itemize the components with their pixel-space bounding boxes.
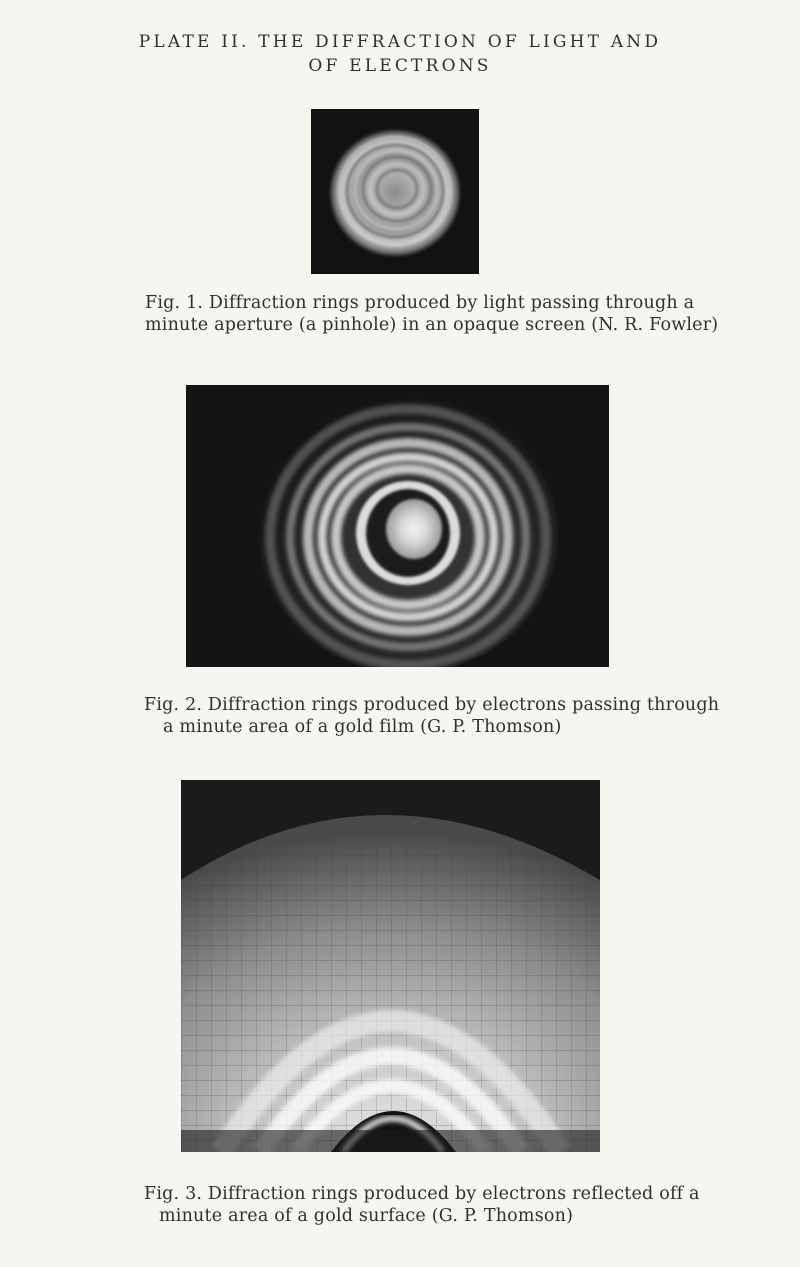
figure-3-caption-line-2: minute area of a gold surface (G. P. Thomson) (159, 1206, 574, 1226)
figure-2-caption-line-2: a minute area of a gold film (G. P. Thomson) (163, 717, 562, 737)
figure-2-photograph (186, 385, 609, 667)
figure-1-caption-line-1: Fig. 1. Diffraction rings produced by light passing through a (145, 293, 695, 313)
plate-title-line-1: PLATE II. THE DIFFRACTION OF LIGHT AND (138, 32, 662, 52)
plate-title (0, 30, 800, 78)
figure-2-caption-line-1: Fig. 2. Diffraction rings produced by electrons passing through (144, 695, 720, 715)
figure-1-photograph (311, 109, 479, 274)
figure-3-caption-line-1: Fig. 3. Diffraction rings produced by electrons reflected off a (144, 1184, 700, 1204)
figure-3-photograph (181, 780, 600, 1152)
figure-1-caption (145, 292, 718, 336)
figure-1-caption-line-2: minute aperture (a pinhole) in an opaque screen (N. R. Fowler) (145, 315, 719, 335)
figure-3-caption (144, 1183, 700, 1227)
figure-2-caption (144, 694, 719, 738)
plate-title-line-2: OF ELECTRONS (308, 56, 492, 76)
